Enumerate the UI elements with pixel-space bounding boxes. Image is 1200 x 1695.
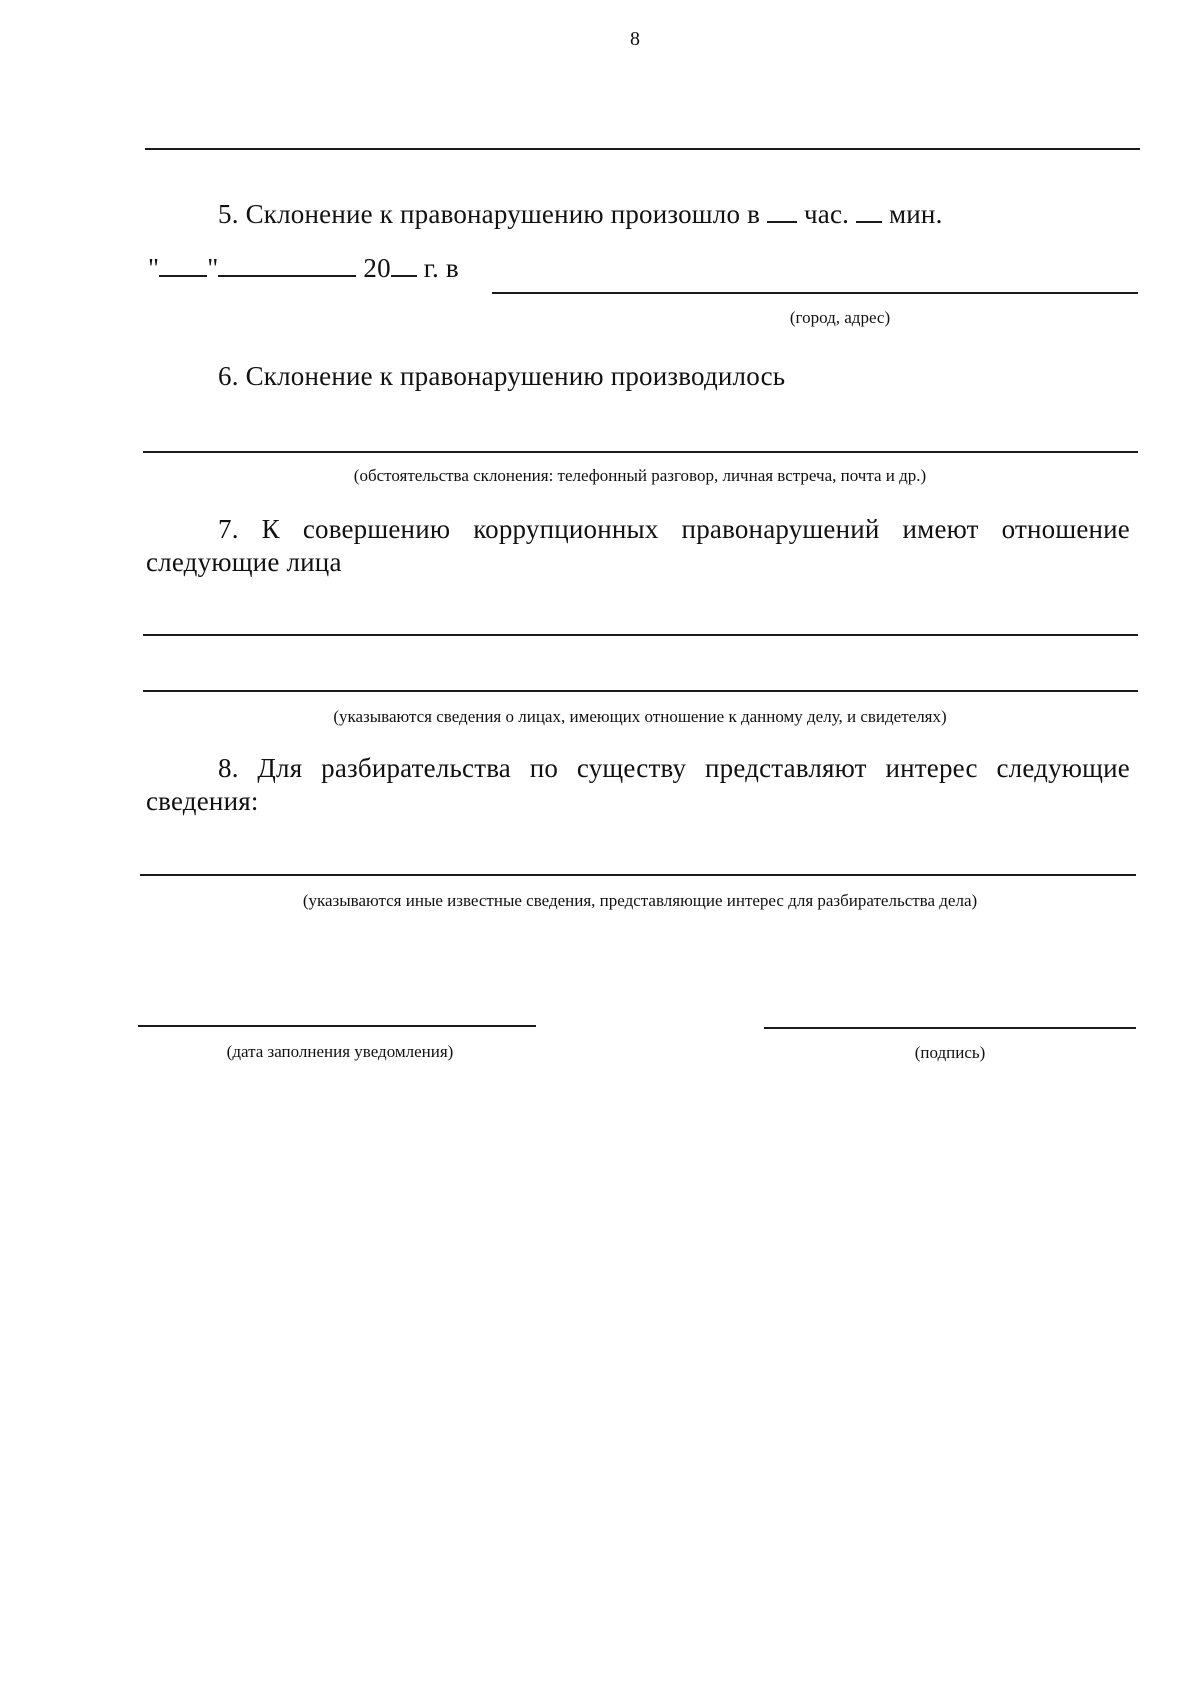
- info-fill-line[interactable]: [140, 874, 1136, 876]
- top-fill-line[interactable]: [145, 148, 1140, 150]
- minutes-label: мин.: [889, 199, 943, 229]
- persons-fill-line-2[interactable]: [143, 690, 1138, 692]
- date-fill-line[interactable]: [138, 1025, 536, 1027]
- year-field[interactable]: [391, 253, 417, 277]
- signature-fill-line[interactable]: [764, 1027, 1136, 1029]
- section-7-line-1: 7. К совершению коррупционных правонарушений имеют отношение: [218, 514, 1130, 544]
- quote-close: ": [207, 253, 219, 283]
- place-fill-line[interactable]: [492, 292, 1138, 294]
- circumstances-caption: (обстоятельства склонения: телефонный разговор, личная встреча, почта и др.): [353, 466, 927, 485]
- signature-caption: (подпись): [914, 1043, 986, 1062]
- place-caption: (город, адрес): [789, 308, 891, 327]
- persons-caption: (указываются сведения о лицах, имеющих отношение к данному делу, и свидетелях): [333, 707, 947, 726]
- day-field[interactable]: [159, 253, 207, 277]
- minutes-field[interactable]: [856, 199, 882, 223]
- section-8-line-1: 8. Для разбирательства по существу представляют интерес следующие: [218, 753, 1130, 783]
- year-suffix: г. в: [423, 253, 459, 283]
- section-5-line-2: [148, 252, 459, 284]
- info-caption: (указываются иные известные сведения, представляющие интерес для разбирательства дела): [302, 891, 978, 910]
- circumstances-fill-line[interactable]: [143, 451, 1138, 453]
- section-8-line-2: сведения:: [146, 786, 259, 816]
- section-5-line-1: [218, 198, 1118, 230]
- section-6-text: 6. Склонение к правонарушению производилось: [218, 361, 786, 391]
- page-number: 8: [630, 28, 640, 50]
- date-caption: (дата заполнения уведомления): [226, 1042, 454, 1061]
- section-7-line-2: следующие лица: [146, 547, 342, 577]
- quote-open: ": [148, 253, 160, 283]
- year-prefix: 20: [363, 253, 391, 283]
- hours-field[interactable]: [767, 199, 797, 223]
- month-field[interactable]: [218, 253, 356, 277]
- section-5-text: 5. Склонение к правонарушению произошло в: [218, 199, 761, 229]
- persons-fill-line-1[interactable]: [143, 634, 1138, 636]
- hours-label: час.: [803, 199, 850, 229]
